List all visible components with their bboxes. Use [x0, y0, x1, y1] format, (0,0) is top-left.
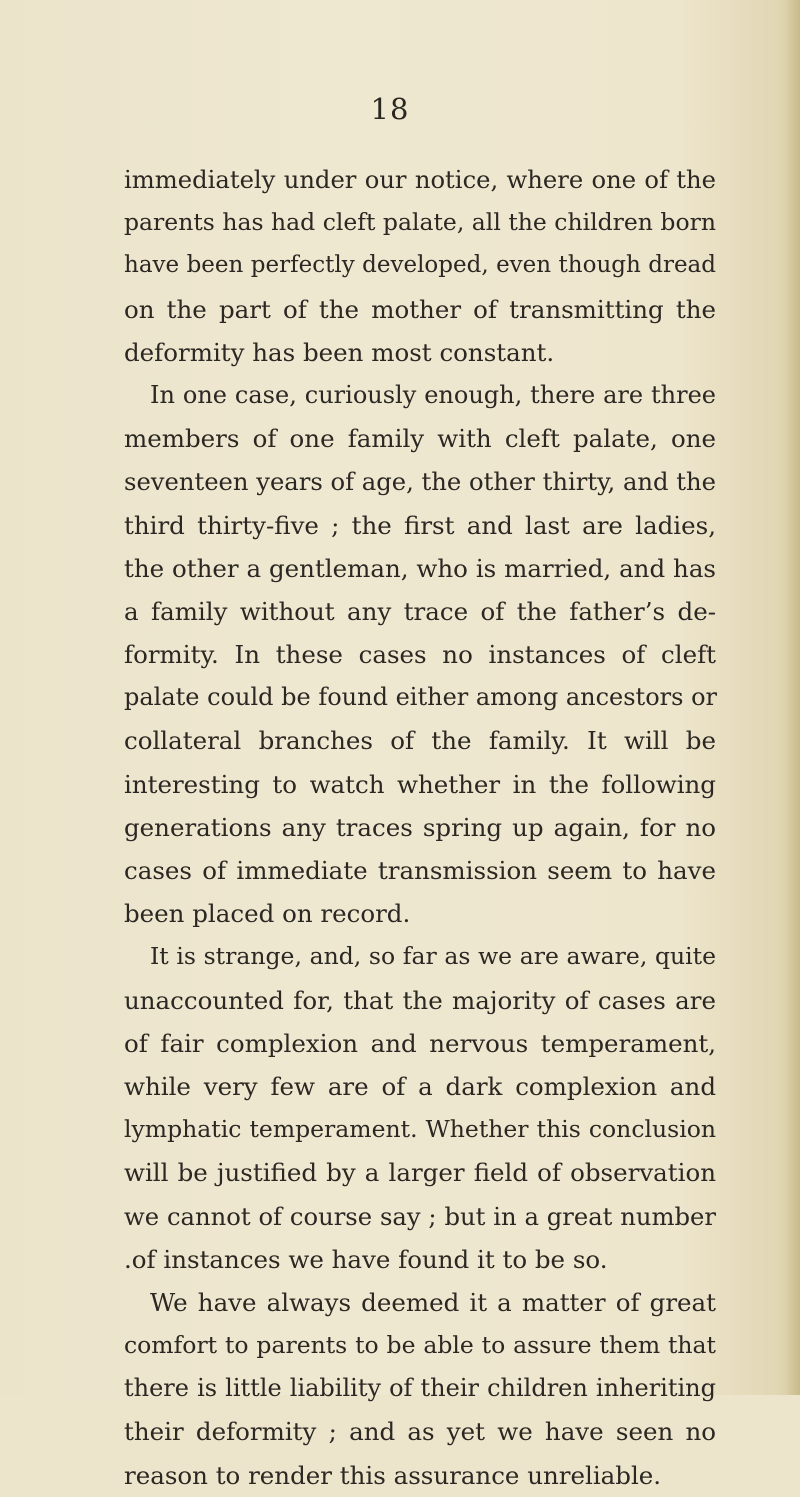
text-line: of fair complexion and nervous temperament,: [124, 1028, 716, 1058]
text-line: seventeen years of age, the other thirty, and the: [124, 467, 716, 497]
text-line: collateral branches of the family. It will be: [124, 726, 716, 756]
text-line: a family without any trace of the father’s de-: [124, 596, 716, 626]
text-line: In one case, curiously enough, there are three: [150, 380, 716, 409]
text-line: formity. In these cases no instances of cleft: [124, 640, 716, 670]
text-line: members of one family with cleft palate, one: [124, 424, 716, 454]
page-edge-shadow: [786, 0, 800, 1395]
text-line: been placed on record.: [124, 899, 411, 929]
text-line: immediately under our notice, where one of the: [124, 165, 716, 194]
text-line: lymphatic temperament. Whether this conclusion: [124, 1115, 716, 1144]
text-line: palate could be found either among ancestors or: [124, 683, 717, 712]
text-line: on the part of the mother of transmitting the: [124, 294, 716, 324]
text-line: have been perfectly developed, even though dread: [124, 252, 716, 279]
text-line: third thirty-five ; the first and last are ladies,: [124, 510, 716, 540]
text-line: the other a gentleman, who is married, and has: [124, 553, 716, 583]
page-number: 18: [370, 92, 410, 126]
text-line: there is little liability of their children inheriting: [124, 1374, 716, 1403]
text-line: generations any traces spring up again, for no: [124, 812, 716, 842]
text-line: will be justified by a larger field of observation: [124, 1158, 716, 1188]
text-line: cases of immediate transmission seem to have: [124, 856, 716, 885]
text-line: we cannot of course say ; but in a great number: [124, 1201, 716, 1231]
text-line: interesting to watch whether in the following: [124, 769, 716, 799]
text-line: their deformity ; and as yet we have seen no: [124, 1417, 716, 1447]
text-line: comfort to parents to be able to assure them that: [124, 1331, 716, 1360]
text-line: parents has had cleft palate, all the children born: [124, 208, 716, 237]
text-line: .of instances we have found it to be so.: [124, 1244, 608, 1274]
text-line: We have always deemed it a matter of great: [150, 1287, 716, 1317]
text-line: It is strange, and, so far as we are aware, quite: [150, 942, 716, 971]
text-line: while very few are of a dark complexion and: [124, 1071, 716, 1101]
text-line: deformity has been most constant.: [124, 337, 555, 367]
text-line: unaccounted for, that the majority of cases are: [124, 985, 716, 1015]
text-line: reason to render this assurance unreliable.: [124, 1460, 662, 1490]
body-text: [124, 158, 716, 1497]
